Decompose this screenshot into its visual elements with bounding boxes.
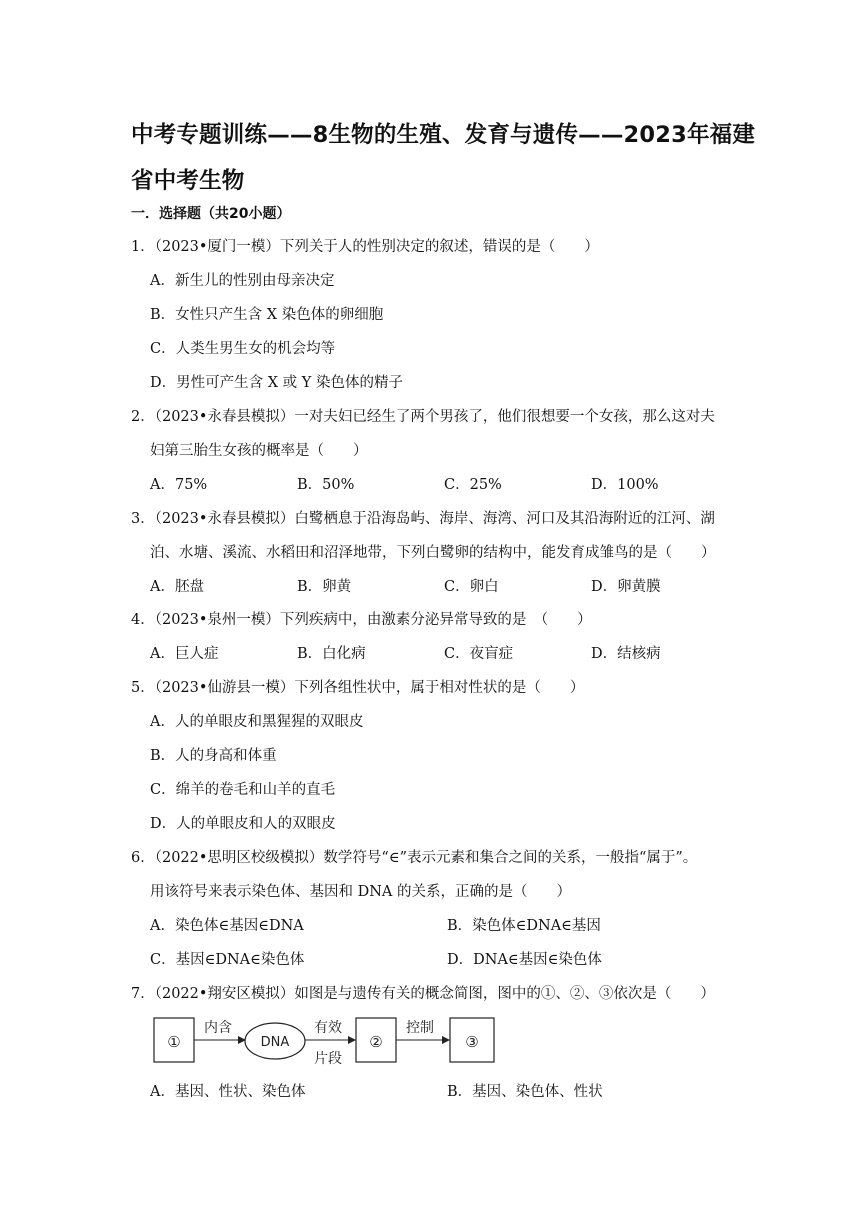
- diagram-dna-label: DNA: [260, 1035, 290, 1050]
- question-3-stem-line-1: 3．（2023•永春县模拟）白鹭栖息于沿海岛屿、海岸、海湾、河口及其沿海附近的江河、湖: [131, 511, 715, 527]
- question-5-option-c: C．绵羊的卷毛和山羊的直毛: [150, 782, 336, 798]
- diagram-box-1-label: ①: [167, 1033, 181, 1051]
- question-7-option-b: B．基因、染色体、性状: [447, 1084, 603, 1100]
- question-6-option-c: C．基因∈DNA∈染色体: [150, 952, 305, 968]
- question-3-option-c: C．卵白: [444, 579, 499, 595]
- page-title: 中考专题训练——8生物的生殖、发育与遗传——2023年福建省中考生物: [131, 122, 756, 194]
- concept-diagram: [150, 1010, 510, 1070]
- question-1-option-c: C．人类生男生女的机会均等: [150, 341, 336, 357]
- question-6-options-row-2: [150, 948, 744, 969]
- question-2-stem-line-1: 2．（2023•永春县模拟）一对夫妇已经生了两个男孩了，他们很想要一个女孩，那么这对夫: [131, 409, 715, 425]
- diagram-box-3-label: ③: [465, 1033, 479, 1051]
- question-2-option-d: D．100%: [591, 477, 659, 493]
- question-2-options: [150, 473, 738, 494]
- question-4-options: [150, 642, 738, 663]
- question-4-stem: 4．（2023•泉州一模）下列疾病中，由激素分泌异常导致的是 （ ）: [131, 612, 592, 628]
- question-4-option-a: A．巨人症: [150, 646, 219, 662]
- diagram-arrow-2-label-top: 有效: [314, 1020, 342, 1036]
- diagram-arrow-3-label: 控制: [406, 1020, 434, 1036]
- question-4-option-b: B．白化病: [297, 646, 366, 662]
- question-3-options: [150, 575, 738, 596]
- question-2-option-b: B．50%: [297, 477, 355, 493]
- question-6-option-b: B．染色体∈DNA∈基因: [447, 918, 601, 934]
- question-2-option-c: C．25%: [444, 477, 502, 493]
- question-4-option-c: C．夜盲症: [444, 646, 514, 662]
- diagram-arrow-2-label-bottom: 片段: [314, 1051, 342, 1067]
- question-6-option-a: A．染色体∈基因∈DNA: [150, 918, 304, 934]
- question-5-option-b: B．人的身高和体重: [150, 748, 277, 764]
- question-5-option-a: A．人的单眼皮和黑猩猩的双眼皮: [150, 714, 364, 730]
- diagram-box-2-label: ②: [369, 1033, 383, 1051]
- question-7-stem: 7．（2022•翔安区模拟）如图是与遗传有关的概念简图，图中的①、②、③依次是（ ）: [131, 986, 715, 1002]
- question-2-option-a: A．75%: [150, 477, 208, 493]
- question-7-option-a: A．基因、性状、染色体: [150, 1084, 306, 1100]
- question-7-options: [150, 1080, 744, 1101]
- question-3-option-a: A．胚盘: [150, 579, 204, 595]
- question-6-option-d: D．DNA∈基因∈染色体: [447, 952, 602, 968]
- question-1-option-a: A．新生儿的性别由母亲决定: [150, 273, 335, 289]
- question-2-stem-line-2: 妇第三胎生女孩的概率是（ ）: [150, 443, 368, 459]
- question-4-option-d: D．结核病: [591, 646, 661, 662]
- diagram-arrow-1-label: 内含: [204, 1020, 232, 1036]
- question-5-option-d: D．人的单眼皮和人的双眼皮: [150, 816, 336, 832]
- question-1-option-d: D．男性可产生含 X 或 Y 染色体的精子: [150, 375, 403, 391]
- question-3-option-b: B．卵黄: [297, 579, 352, 595]
- question-3-stem-line-2: 泊、水塘、溪流、水稻田和沼泽地带，下列白鹭卵的结构中，能发育成雏鸟的是（ ）: [150, 545, 716, 561]
- question-3-option-d: D．卵黄膜: [591, 579, 661, 595]
- question-6-options-row-1: [150, 914, 744, 935]
- question-1-stem: 1．（2023•厦门一模）下列关于人的性别决定的叙述，错误的是（ ）: [131, 239, 599, 255]
- section-heading: 一．选择题（共20小题）: [131, 206, 291, 222]
- question-5-stem: 5．（2023•仙游县一模）下列各组性状中，属于相对性状的是（ ）: [131, 680, 585, 696]
- question-6-stem-line-2: 用该符号来表示染色体、基因和 DNA 的关系，正确的是（ ）: [150, 884, 572, 900]
- question-1-option-b: B．女性只产生含 X 染色体的卵细胞: [150, 307, 384, 323]
- question-6-stem-line-1: 6．（2022•思明区校级模拟）数学符号“∈”表示元素和集合之间的关系，一般指“属于”。: [131, 850, 698, 866]
